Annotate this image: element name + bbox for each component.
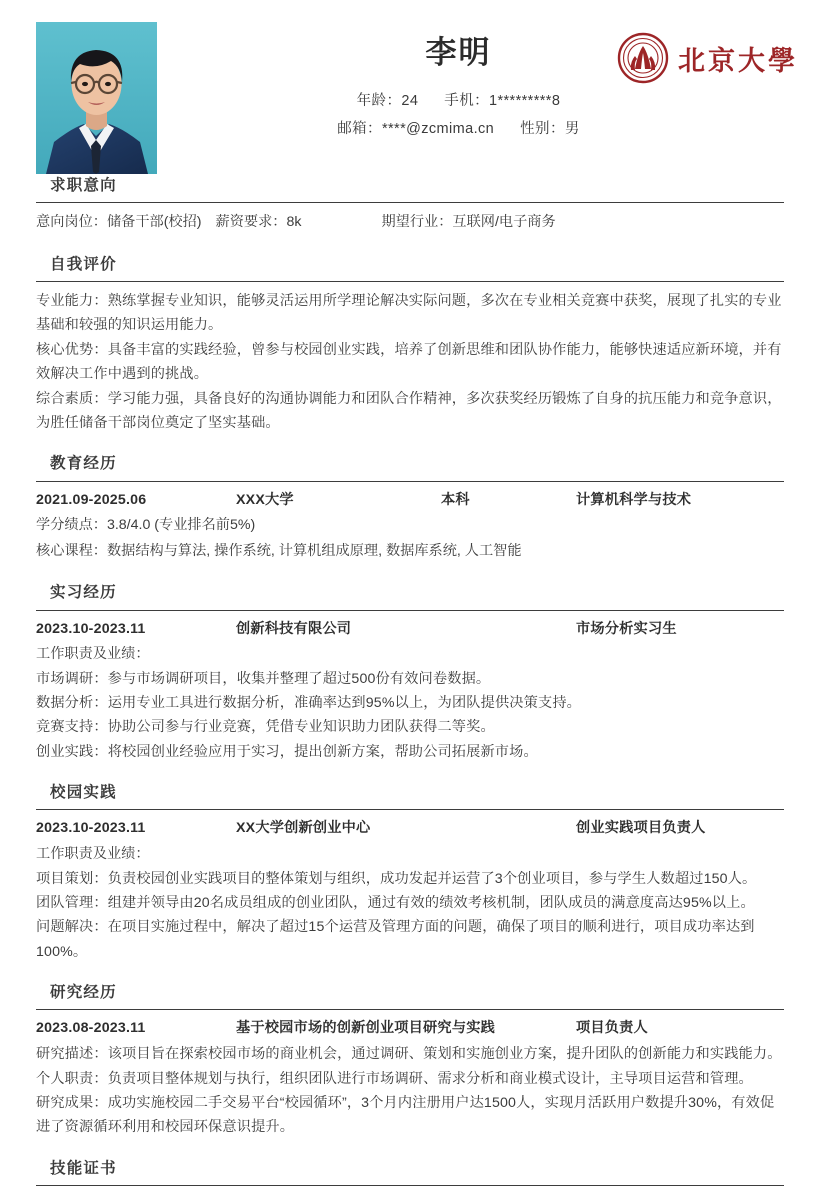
industry-value: 互联网/电子商务 (452, 214, 556, 231)
candidate-name: 李明 (425, 35, 492, 70)
gpa-label: 学分绩点： (36, 517, 107, 534)
section-skills (36, 1151, 784, 1186)
university-logo (617, 32, 798, 84)
section-title-job-intention: 求职意向 (50, 177, 117, 194)
resume-header (0, 0, 820, 168)
gpa-value: 3.8/4.0 (专业排名前5%) (106, 517, 256, 534)
section-divider (36, 281, 784, 282)
research-project: 基于校园市场的创新创业项目研究与实践 (236, 1020, 495, 1037)
campus-practice-date: 2023.10-2023.11 (36, 820, 146, 837)
internship-company: 创新科技有限公司 (236, 620, 352, 637)
email-value: ****@zcmima.cn (381, 121, 495, 138)
campus-practice-item: 项目策划：负责校园创业实践项目的整体策划与组织，成功发起并运营了3个创业项目，参与学生人数超过150人。 (36, 870, 757, 887)
education-degree: 本科 (441, 491, 470, 508)
self-evaluation-item: 综合素质：学习能力强，具备良好的沟通协调能力和团队合作精神，多次获奖经历锻炼了自身的抗压能力和竞争意识，为胜任储备干部岗位奠定了坚实基础。 (36, 390, 782, 431)
education-courses (36, 539, 784, 565)
job-intention-row (36, 210, 784, 236)
self-evaluation-body (36, 289, 784, 436)
section-title-research: 研究经历 (50, 984, 117, 1002)
phone-label: 手机： (444, 92, 489, 109)
internship-body (36, 667, 784, 765)
section-internship (36, 575, 784, 773)
section-title-self-evaluation: 自我评价 (50, 255, 117, 273)
gender-label: 性别： (520, 121, 565, 138)
job-intention-right (381, 210, 555, 236)
section-research (36, 975, 784, 1149)
education-major: 计算机科学与技术 (576, 491, 692, 508)
education-school: XXX大学 (236, 491, 294, 508)
education-row (36, 489, 784, 512)
section-title-skills: 技能证书 (50, 1159, 117, 1177)
section-divider (36, 481, 784, 482)
section-title-campus-practice: 校园实践 (50, 784, 117, 802)
research-date: 2023.08-2023.11 (36, 1020, 146, 1037)
position-label: 意向岗位： (36, 214, 107, 231)
campus-practice-body (36, 867, 784, 965)
research-item: 个人职责：负责项目整体规划与执行，组织团队进行市场调研、需求分析和商业模式设计，主导项目运营和管理。 (36, 1070, 753, 1087)
phone-value: 1*********8 (489, 92, 561, 109)
internship-item: 竞赛支持：协助公司参与行业竞赛，凭借专业知识助力团队获得二等奖。 (36, 719, 495, 736)
courses-label: 核心课程： (36, 542, 107, 559)
campus-practice-item: 问题解决：在项目实施过程中，解决了超过15个运营及管理方面的问题，确保了项目的顺利进行，项目成功率达到100%。 (36, 919, 755, 960)
campus-practice-item: 团队管理：组建并领导由20名成员组成的创业团队，通过有效的绩效考核机制，团队成员的满意度高达95%以上。 (36, 895, 755, 912)
candidate-photo (36, 22, 157, 174)
position-value: 储备干部(校招) (106, 214, 202, 231)
job-intention-left (36, 210, 301, 236)
internship-item: 数据分析：运用专业工具进行数据分析，准确率达到95%以上，为团队提供决策支持。 (36, 695, 581, 712)
campus-practice-organization: XX大学创新创业中心 (236, 820, 371, 837)
internship-role: 市场分析实习生 (576, 620, 677, 637)
email-label: 邮箱： (337, 121, 382, 138)
section-campus-practice (36, 775, 784, 973)
courses-value: 数据结构与算法, 操作系统, 计算机组成原理, 数据库系统, 人工智能 (106, 542, 522, 559)
section-divider (36, 610, 784, 611)
internship-item: 创业实践：将校园创业经验应用于实习，提出创新方案，帮助公司拓展新市场。 (36, 743, 538, 760)
salary-value: 8k (286, 214, 302, 231)
section-education (36, 446, 784, 573)
contact-line-1 (157, 87, 760, 115)
section-divider (36, 202, 784, 203)
gender-value: 男 (564, 121, 580, 138)
section-self-evaluation (36, 247, 784, 445)
age-label: 年龄： (356, 92, 402, 109)
research-row (36, 1017, 784, 1040)
contact-line-2 (157, 115, 760, 143)
campus-practice-duties-label: 工作职责及业绩： (36, 846, 150, 863)
self-evaluation-item: 核心优势：具备丰富的实践经验，曾参与校园创业实践，培养了创新思维和团队协作能力，能够快速适应新环境，并有效解决工作中遇到的挑战。 (36, 341, 782, 383)
candidate-photo-image (36, 22, 157, 174)
internship-date: 2023.10-2023.11 (36, 620, 146, 637)
section-title-internship: 实习经历 (50, 584, 117, 602)
education-date: 2021.09-2025.06 (36, 491, 147, 508)
section-job-intention (36, 168, 784, 245)
research-item: 研究描述：该项目旨在探索校园市场的商业机会，通过调研、策划和实施创业方案，提升团队的创新能力和实践能力。 (36, 1046, 782, 1063)
internship-row (36, 618, 784, 641)
section-divider (36, 1009, 784, 1010)
research-body (36, 1042, 784, 1140)
self-evaluation-item: 专业能力：熟练掌握专业知识，能够灵活运用所学理论解决实际问题，多次在专业相关竞赛中获奖，展现了扎实的专业基础和较强的知识运用能力。 (36, 292, 782, 334)
age-value: 24 (401, 92, 419, 109)
campus-practice-row (36, 817, 784, 840)
university-name: 北京大學 (678, 45, 798, 76)
research-role: 项目负责人 (576, 1020, 648, 1037)
research-item: 研究成果：成功实施校园二手交易平台“校园循环”，3个月内注册用户达1500人，实现月活跃用户数提升30%，有效促进了资源循环利用和校园环保意识提升。 (36, 1095, 775, 1136)
section-title-education: 教育经历 (50, 455, 117, 473)
campus-practice-role: 创业实践项目负责人 (576, 820, 706, 837)
salary-label: 薪资要求： (215, 214, 287, 231)
education-gpa (36, 513, 784, 539)
section-divider (36, 809, 784, 810)
industry-label: 期望行业： (381, 214, 453, 231)
resume-content (0, 168, 820, 1186)
internship-duties-label: 工作职责及业绩： (36, 646, 150, 663)
internship-item: 市场调研：参与市场调研项目，收集并整理了超过500份有效问卷数据。 (36, 670, 491, 687)
peking-university-seal-icon (617, 32, 669, 84)
